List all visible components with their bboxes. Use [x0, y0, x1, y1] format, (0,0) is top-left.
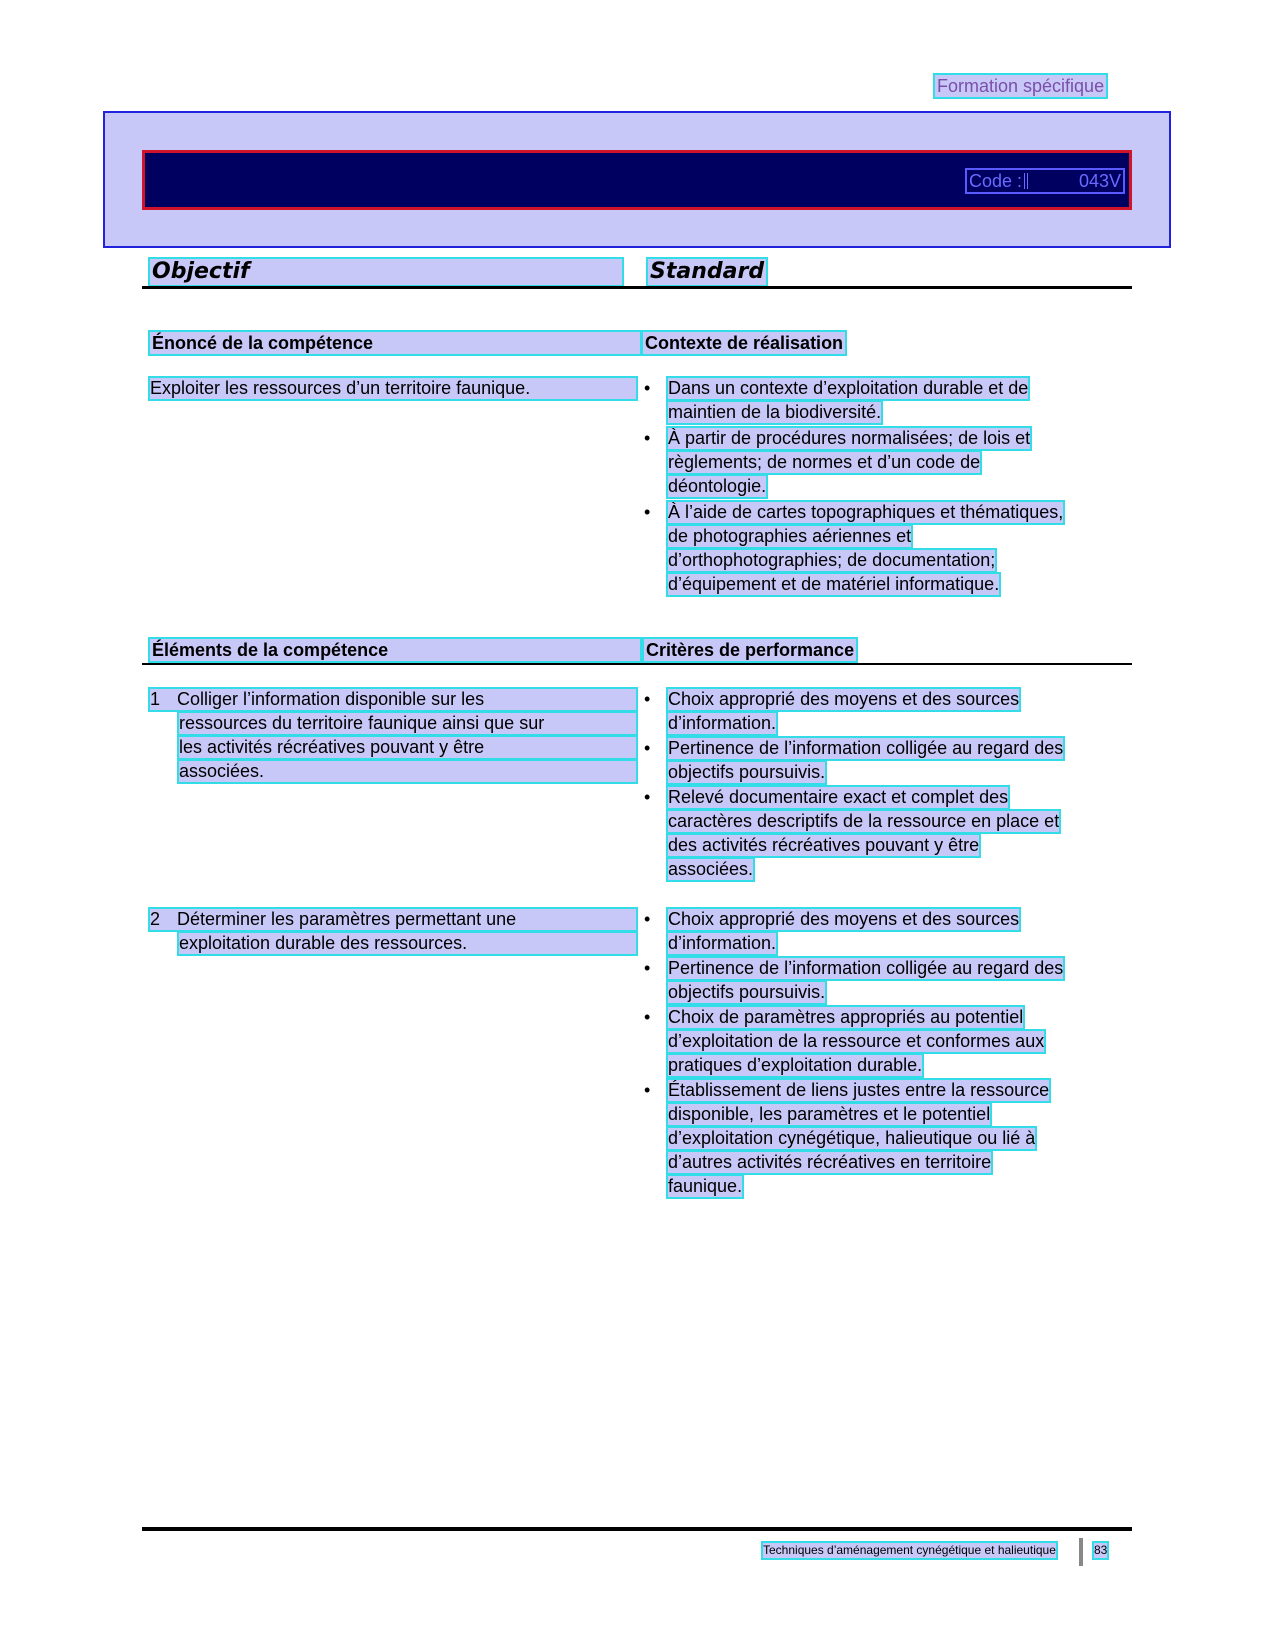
section-divider — [142, 286, 1132, 289]
footer-separator — [1079, 1538, 1083, 1566]
criteria-line: des activités récréatives pouvant y être — [668, 835, 980, 855]
footer-title: Techniques d’aménagement cynégétique et halieutique — [763, 1543, 1056, 1557]
contexte-line: déontologie. — [668, 476, 767, 496]
elements-heading: Éléments de la compétence — [150, 639, 640, 661]
criteria-line: pratiques d’exploitation durable. — [668, 1055, 923, 1075]
code-label: Code : — [969, 171, 1023, 191]
criteria-line: d’exploitation de la ressource et conformes aux — [668, 1031, 1045, 1051]
code-value: 043V — [1078, 171, 1121, 191]
bullet-icon: • — [644, 1080, 651, 1100]
criteria-heading: Critères de performance — [646, 640, 855, 660]
bullet-icon: • — [644, 958, 651, 978]
bullet-icon: • — [644, 909, 651, 929]
criteria-line: Choix approprié des moyens et des sources — [668, 909, 1020, 929]
criteria-line: Pertinence de l’information colligée au regard des — [668, 958, 1064, 978]
criteria-line: Relevé documentaire exact et complet des — [668, 787, 1009, 807]
bullet-icon: • — [644, 1007, 651, 1027]
bullet-icon: • — [644, 738, 651, 758]
element-text: Colliger l’information disponible sur les — [177, 689, 485, 709]
document-section-label: Formation spécifique — [937, 76, 1105, 96]
element-text: Déterminer les paramètres permettant une — [177, 909, 517, 929]
contexte-line: règlements; de normes et d’un code de — [668, 452, 981, 472]
element-line: associées. — [179, 761, 636, 782]
contexte-line: À l’aide de cartes topographiques et thématiques, — [668, 502, 1064, 522]
contexte-line: maintien de la biodiversité. — [668, 402, 882, 422]
criteria-line: objectifs poursuivis. — [668, 762, 826, 782]
contexte-line: Dans un contexte d’exploitation durable et de — [668, 378, 1029, 398]
footer-rule — [142, 1527, 1132, 1531]
element-line — [150, 909, 636, 930]
criteria-line: d’exploitation cynégétique, halieutique ou lié à — [668, 1128, 1036, 1148]
element-line — [150, 689, 636, 710]
bullet-icon: • — [644, 787, 651, 807]
criteria-line: Choix de paramètres appropriés au potentiel — [668, 1007, 1024, 1027]
objective-title: Objectif — [150, 259, 622, 285]
bullet-icon: • — [644, 689, 651, 709]
code-separator — [1024, 173, 1028, 189]
criteria-line: disponible, les paramètres et le potentiel — [668, 1104, 991, 1124]
criteria-line: Choix approprié des moyens et des sources — [668, 689, 1020, 709]
criteria-line: d’information. — [668, 933, 777, 953]
enonce-text: Exploiter les ressources d’un territoire faunique. — [150, 378, 636, 399]
criteria-line: Pertinence de l’information colligée au regard des — [668, 738, 1064, 758]
element-line: ressources du territoire faunique ainsi que sur — [179, 713, 636, 734]
criteria-line: caractères descriptifs de la ressource en place et — [668, 811, 1060, 831]
enonce-heading: Énoncé de la compétence — [150, 332, 640, 354]
criteria-line: d’information. — [668, 713, 777, 733]
element-number: 1 — [150, 689, 161, 709]
criteria-line: objectifs poursuivis. — [668, 982, 826, 1002]
criteria-line: faunique. — [668, 1176, 743, 1196]
criteria-line: d’autres activités récréatives en territoire — [668, 1152, 992, 1172]
bullet-icon: • — [644, 378, 651, 398]
bullet-icon: • — [644, 428, 651, 448]
contexte-heading: Contexte de réalisation — [645, 333, 844, 353]
standard-title: Standard — [650, 259, 765, 284]
contexte-line: de photographies aériennes et — [668, 526, 912, 546]
elements-divider — [142, 663, 1132, 665]
element-number: 2 — [150, 909, 161, 929]
contexte-line: À partir de procédures normalisées; de lois et — [668, 428, 1031, 448]
contexte-line: d’orthophotographies; de documentation; — [668, 550, 996, 570]
criteria-line: Établissement de liens justes entre la ressource — [668, 1080, 1050, 1100]
element-line: exploitation durable des ressources. — [179, 933, 636, 954]
criteria-line: associées. — [668, 859, 754, 879]
bullet-icon: • — [644, 502, 651, 522]
element-line: les activités récréatives pouvant y être — [179, 737, 636, 758]
contexte-line: d’équipement et de matériel informatique. — [668, 574, 1000, 594]
competency-code — [967, 170, 1123, 192]
page-number: 83 — [1094, 1543, 1108, 1557]
